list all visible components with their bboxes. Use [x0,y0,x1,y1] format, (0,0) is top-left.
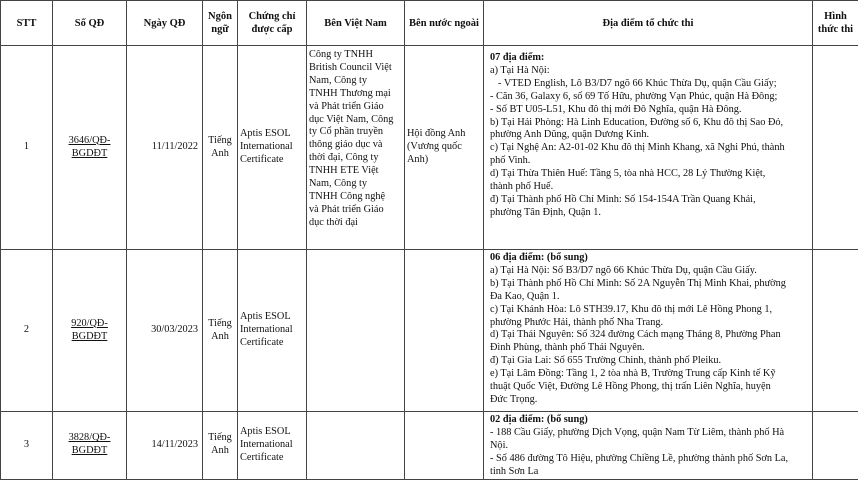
cell-so-qd[interactable] [53,412,127,480]
table-row [1,412,858,480]
dia-diem-line: Đức Trọng. [490,394,808,407]
dia-diem-line: 07 địa điểm: [490,52,808,65]
dia-diem-line: 02 địa điểm: (bổ sung) [490,414,808,427]
ben-vn-line: TNHH Thương mại [309,88,402,101]
header-so-qd: Số QĐ [53,1,127,46]
cell-hinh-thuc [813,250,858,412]
dia-diem-line: phường Phước Hải, thành phố Nha Trang. [490,317,808,330]
dia-diem-line: - Số 486 đường Tô Hiệu, phường Chiềng Lề, phường thành phố Sơn La, [490,453,808,466]
table-row [1,46,858,250]
dia-diem-line: b) Tại Thành phố Hồ Chí Minh: Số 2A Nguyễn Thị Minh Khai, phường [490,278,808,291]
ben-vn-line: thời đại, Công ty [309,152,402,165]
cell-so-qd[interactable] [53,250,127,412]
dia-diem-line: d) Tại Thừa Thiên Huế: Tầng 5, tòa nhà HCC, 28 Lý Thường Kiệt, [490,168,808,181]
header-row [1,1,858,46]
header-dia-diem: Địa điểm tổ chức thi [484,1,813,46]
dia-diem-line: đ) Tại Gia Lai: Số 655 Trường Chinh, thành phố Pleiku. [490,355,808,368]
dia-diem-line: - VTED English, Lô B3/D7 ngõ 66 Khúc Thừa Dụ, quận Cầu Giấy; [490,78,808,91]
cell-ben-nuoc-ngoai: Hội đồng Anh (Vương quốc Anh) [405,46,484,250]
cell-ngay-qd: 14/11/2023 [127,412,203,480]
table-row [1,250,858,412]
dia-diem-list [486,412,810,479]
cell-hinh-thuc [813,412,858,480]
dia-diem-line: c) Tại Khánh Hòa: Lô STH39.17, Khu đô thị mới Lê Hồng Phong 1, [490,304,808,317]
header-ngon-ngu: Ngôn ngữ [203,1,238,46]
cell-dia-diem [484,46,813,250]
dia-diem-line: Đình Phùng, thành phố Thái Nguyên. [490,342,808,355]
cell-stt: 2 [1,250,53,412]
cell-ben-nuoc-ngoai [405,250,484,412]
dia-diem-line: a) Tại Hà Nội: Số B3/D7 ngõ 66 Khúc Thừa Dụ, quận Cầu Giấy. [490,265,808,278]
cell-ben-viet-nam [307,412,405,480]
dia-diem-line: phường Anh Dũng, quận Dương Kinh. [490,129,808,142]
dia-diem-line: Nội. [490,440,808,453]
ben-vn-line: dục Việt Nam, Công [309,114,402,127]
ben-vn-line: British Council Việt [309,62,402,75]
dia-diem-line: e) Tại Lâm Đồng: Tầng 1, 2 tòa nhà B, Trường Trung cấp Kinh tế Kỹ [490,368,808,381]
dia-diem-line: 06 địa điểm: (bổ sung) [490,252,808,265]
dia-diem-line: thuật Quốc Việt, Đường Lê Hồng Phong, thị trấn Liên Nghĩa, huyện [490,381,808,394]
cell-dia-diem [484,412,813,480]
ben-vn-line: và Phát triển Giáo [309,204,402,217]
dia-diem-line: - Số BT U05-L51, Khu đô thị mới Đô Nghĩa, quận Hà Đông. [490,104,808,117]
dia-diem-line: tỉnh Sơn La [490,466,808,479]
cell-ngay-qd: 11/11/2022 [127,46,203,250]
ben-vn-line: TNHH Công nghệ [309,191,402,204]
cell-ngon-ngu: Tiếng Anh [203,412,238,480]
dia-diem-line: c) Tại Nghệ An: A2-01-02 Khu đô thị Minh Khang, xã Nghi Phú, thành [490,142,808,155]
cell-stt: 1 [1,46,53,250]
cell-ngon-ngu: Tiếng Anh [203,250,238,412]
cell-stt: 3 [1,412,53,480]
ben-vn-line: thông giáo dục và [309,139,402,152]
dia-diem-line: - 188 Cầu Giấy, phường Dịch Vọng, quận Nam Từ Liêm, thành phố Hà [490,427,808,440]
cell-so-qd[interactable] [53,46,127,250]
dia-diem-line: Đa Kao, Quận 1. [490,291,808,304]
dia-diem-line: b) Tại Hải Phòng: Hà Linh Education, Đường số 6, Khu đô thị Sao Đỏ, [490,117,808,130]
cell-ben-viet-nam [307,46,405,250]
dia-diem-line: a) Tại Hà Nội: [490,65,808,78]
ben-vn-line: ty Cổ phần truyền [309,126,402,139]
cell-chung-chi: Aptis ESOL International Certificate [238,250,307,412]
dia-diem-list [486,250,810,407]
header-chung-chi: Chứng chỉ được cấp [238,1,307,46]
header-hinh-thuc: Hình thức thi [813,1,858,46]
header-ben-nuoc-ngoai: Bên nước ngoài [405,1,484,46]
header-stt: STT [1,1,53,46]
ben-vn-line: Công ty TNHH [309,49,402,62]
dia-diem-line: d) Tại Thái Nguyên: Số 324 đường Cách mạng Tháng 8, Phường Phan [490,329,808,342]
dia-diem-line: đ) Tại Thành phố Hồ Chí Minh: Số 154-154A Trần Quang Khải, [490,194,808,207]
cell-chung-chi: Aptis ESOL International Certificate [238,412,307,480]
ben-vn-line: TNHH ETE Việt [309,165,402,178]
cell-ngay-qd: 30/03/2023 [127,250,203,412]
ben-vn-line: dục thời đại [309,217,402,230]
cell-chung-chi: Aptis ESOL International Certificate [238,46,307,250]
dia-diem-line: - Căn 36, Galaxy 6, số 69 Tố Hữu, phường Vạn Phúc, quận Hà Đông; [490,91,808,104]
cell-ben-nuoc-ngoai [405,412,484,480]
cell-ben-viet-nam [307,250,405,412]
dia-diem-line: phố Vinh. [490,155,808,168]
cell-dia-diem [484,250,813,412]
decision-link[interactable]: 3646/QĐ- BGDĐT [69,135,111,159]
ben-vn-line: Nam, Công ty [309,178,402,191]
cell-hinh-thuc [813,46,858,250]
cell-ngon-ngu: Tiếng Anh [203,46,238,250]
decision-link[interactable]: 3828/QĐ- BGDĐT [69,432,111,456]
dia-diem-line: thành phố Huế. [490,181,808,194]
ben-vn-line: và Phát triển Giáo [309,101,402,114]
decision-link[interactable]: 920/QĐ- BGDĐT [71,318,108,342]
ben-vn-line: Nam, Công ty [309,75,402,88]
header-ngay-qd: Ngày QĐ [127,1,203,46]
dia-diem-list [486,46,810,220]
dia-diem-line: phường Tân Định, Quận 1. [490,207,808,220]
header-ben-viet-nam: Bên Việt Nam [307,1,405,46]
